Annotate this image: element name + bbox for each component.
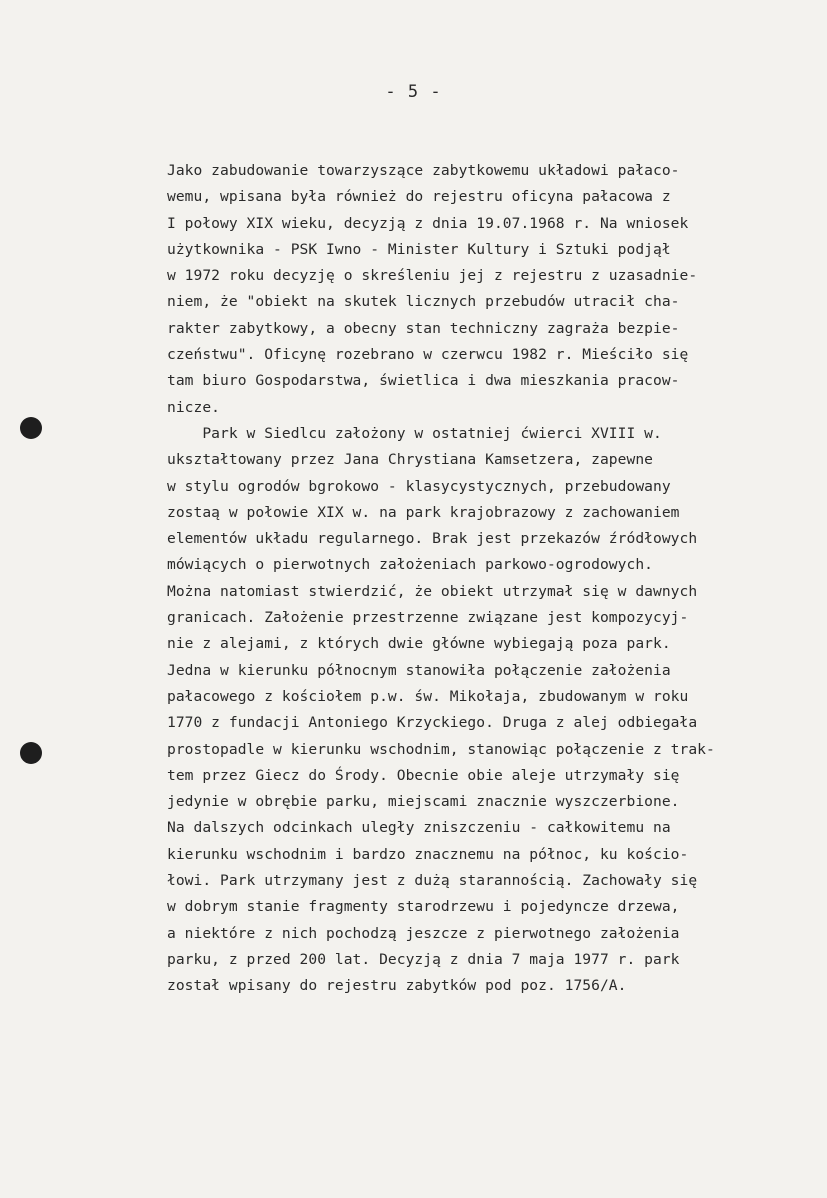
text-line: tam biuro Gospodarstwa, świetlica i dwa mieszkania pracow- xyxy=(167,372,680,390)
text-line: prostopadle w kierunku wschodnim, stanowiąc połączenie z trak- xyxy=(167,740,715,758)
text-line: nicze. xyxy=(167,398,221,416)
text-line: w stylu ogrodów bgrokowo - klasycystycznych, przebudowany xyxy=(167,477,671,495)
text-line: wemu, wpisana była również do rejestru oficyna pałacowa z xyxy=(167,188,671,206)
text-line: Na dalszych odcinkach uległy zniszczeniu - całkowitemu na xyxy=(167,819,671,837)
text-line: w 1972 roku decyzję o skreśleniu jej z rejestru z uzasadnie- xyxy=(167,267,698,285)
text-line: w dobrym stanie fragmenty starodrzewu i pojedyncze drzewa, xyxy=(167,898,680,916)
text-line: elementów układu regularnego. Brak jest przekazów źródłowych xyxy=(167,530,698,548)
text-line: czeństwu". Oficynę rozebrano w czerwcu 1982 r. Mieściło się xyxy=(167,346,689,364)
text-line: łowi. Park utrzymany jest z dużą starannością. Zachowały się xyxy=(167,872,698,890)
text-line: mówiących o pierwotnych założeniach parkowo-ogrodowych. xyxy=(167,556,653,574)
text-line: zostaą w połowie XIX w. na park krajobrazowy z zachowaniem xyxy=(167,503,680,521)
text-line: 1770 z fundacji Antoniego Krzyckiego. Druga z alej odbiegała xyxy=(167,714,698,732)
text-line: nie z alejami, z których dwie główne wybiegają poza park. xyxy=(167,635,671,653)
page-number: - 5 - xyxy=(385,82,442,102)
text-line: tem przez Giecz do Środy. Obecnie obie aleje utrzymały się xyxy=(167,766,680,784)
text-line: pałacowego z kościołem p.w. św. Mikołaja, zbudowanym w roku xyxy=(167,687,689,705)
text-line: został wpisany do rejestru zabytków pod poz. 1756/A. xyxy=(167,977,627,995)
document-body xyxy=(167,158,817,1000)
text-line: Jedna w kierunku północnym stanowiła połączenie założenia xyxy=(167,661,671,679)
text-line: granicach. Założenie przestrzenne związane jest kompozycyj- xyxy=(167,609,689,627)
text-line: kierunku wschodnim i bardzo znacznemu na północ, ku kościo- xyxy=(167,845,689,863)
text-line: a niektóre z nich pochodzą jeszcze z pierwotnego założenia xyxy=(167,924,680,942)
text-line: Można natomiast stwierdzić, że obiekt utrzymał się w dawnych xyxy=(167,582,698,600)
text-line: ukształtowany przez Jana Chrystiana Kamsetzera, zapewne xyxy=(167,451,653,469)
text-line: parku, z przed 200 lat. Decyzją z dnia 7 maja 1977 r. park xyxy=(167,950,680,968)
text-line: Jako zabudowanie towarzyszące zabytkowemu układowi pałaco- xyxy=(167,162,680,179)
text-line: jedynie w obrębie parku, miejscami znacznie wyszczerbione. xyxy=(167,793,680,811)
text-line: niem, że "obiekt na skutek licznych przebudów utracił cha- xyxy=(167,293,680,311)
punch-hole-bottom xyxy=(20,742,42,764)
text-line: użytkownika - PSK Iwno - Minister Kultury i Sztuki podjął xyxy=(167,240,671,258)
punch-hole-top xyxy=(20,417,42,439)
text-line: I połowy XIX wieku, decyzją z dnia 19.07.1968 r. Na wniosek xyxy=(167,214,689,232)
text-line: rakter zabytkowy, a obecny stan techniczny zagraża bezpie- xyxy=(167,319,680,337)
text-line: Park w Siedlcu założony w ostatniej ćwierci XVIII w. xyxy=(167,424,662,442)
